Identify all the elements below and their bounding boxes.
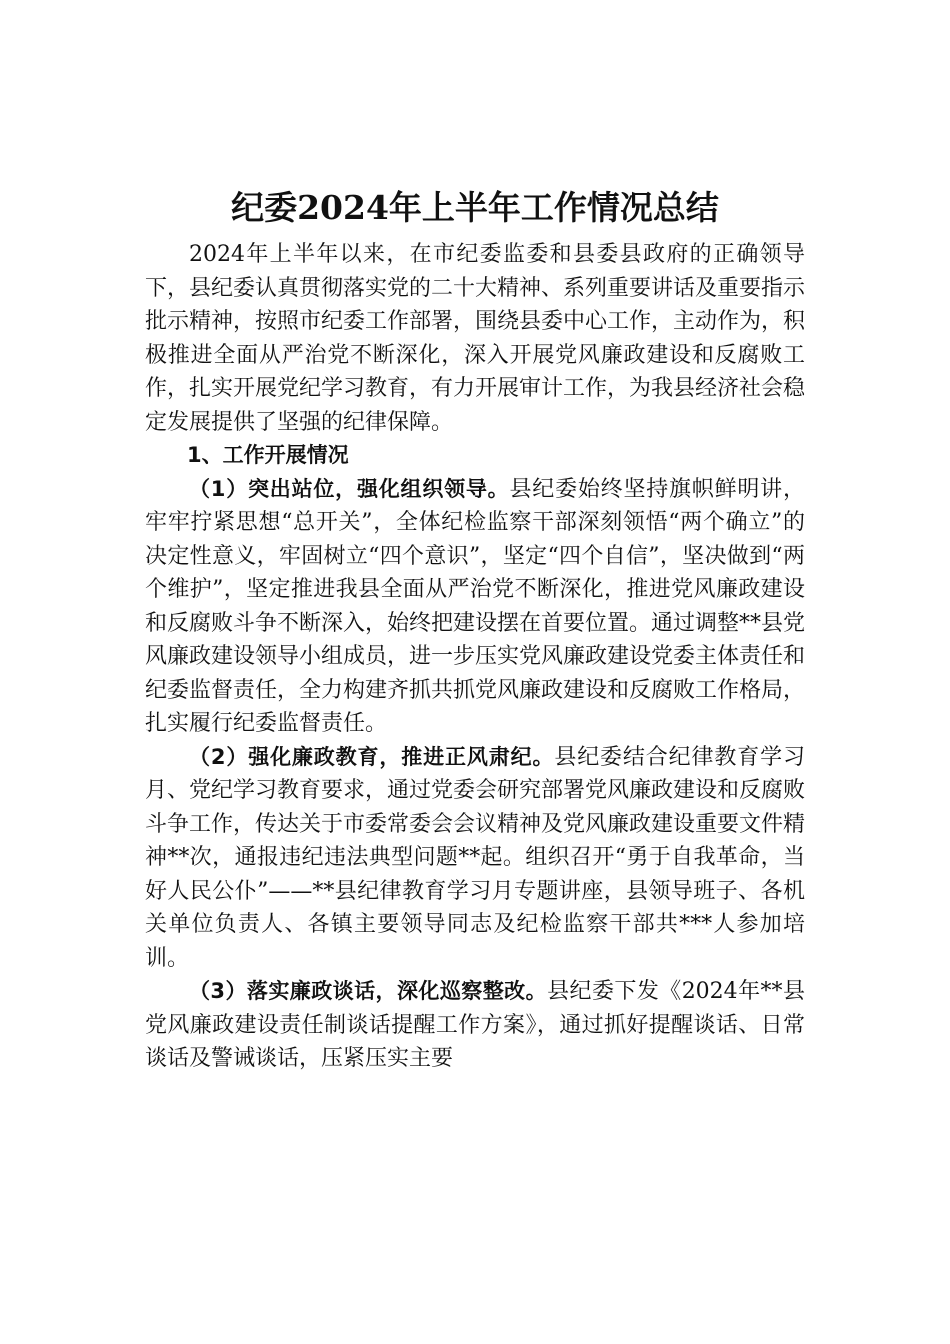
item-paragraph-3: [145, 975, 805, 1076]
intro-paragraph: 2024年上半年以来，在市纪委监委和县委县政府的正确领导下，县纪委认真贯彻落实党的二十大精神、系列重要讲话及重要指示批示精神，按照市纪委工作部署，围绕县委中心工作，主动作为，积极推进全面从严治党不断深化，深入开展党风廉政建设和反腐败工作，扎实开展党纪学习教育，有力开展审计工作，为我县经济社会稳定发展提供了坚强的纪律保障。: [145, 242, 806, 435]
item-1-lead: （1）突出站位，强化组织领导。: [189, 476, 510, 501]
document-body: [145, 238, 805, 1076]
item-1-text: 县纪委始终坚持旗帜鲜明讲，牢牢拧紧思想“总开关”，全体纪检监察干部深刻领悟“两个确立”的决定性意义，牢固树立“四个意识”，坚定“四个自信”，坚决做到“两个维护”，坚定推进我县全面从严治党不断深化，推进党风廉政建设和反腐败斗争不断深入，始终把建设摆在首要位置。通过调整**县党风廉政建设领导小组成员，进一步压实党风廉政建设党委主体责任和纪委监督责任，全力构建齐抓共抓党风廉政建设和反腐败工作格局，扎实履行纪委监督责任。: [145, 476, 806, 736]
item-2-lead: （2）强化廉政教育，推进正风肃纪。: [189, 744, 555, 769]
item-paragraph-1: [145, 473, 805, 741]
item-paragraph-2: [145, 741, 805, 976]
item-3-lead: （3）落实廉政谈话，深化巡察整改。: [189, 979, 548, 1003]
section-heading: 1、工作开展情况: [187, 443, 349, 467]
item-2-text: 县纪委结合纪律教育学习月、党纪学习教育要求，通过党委会研究部署党风廉政建设和反腐败斗争工作，传达关于市委常委会会议精神及党风廉政建设重要文件精神**次，通报违纪违法典型问题**起。组织召开“勇于自我革命，当好人民公仆”——**县纪律教育学习月专题讲座，县领导班子、各机关单位负责人、各镇主要领导同志及纪检监察干部共***人参加培训。: [145, 744, 806, 971]
document-title: 纪委2024年上半年工作情况总结: [231, 188, 719, 228]
item-3-text: 县纪委下发《2024年**县党风廉政建设责任制谈话提醒工作方案》，通过抓好提醒谈话、日常谈话及警诫谈话，压紧压实主要: [145, 979, 805, 1071]
